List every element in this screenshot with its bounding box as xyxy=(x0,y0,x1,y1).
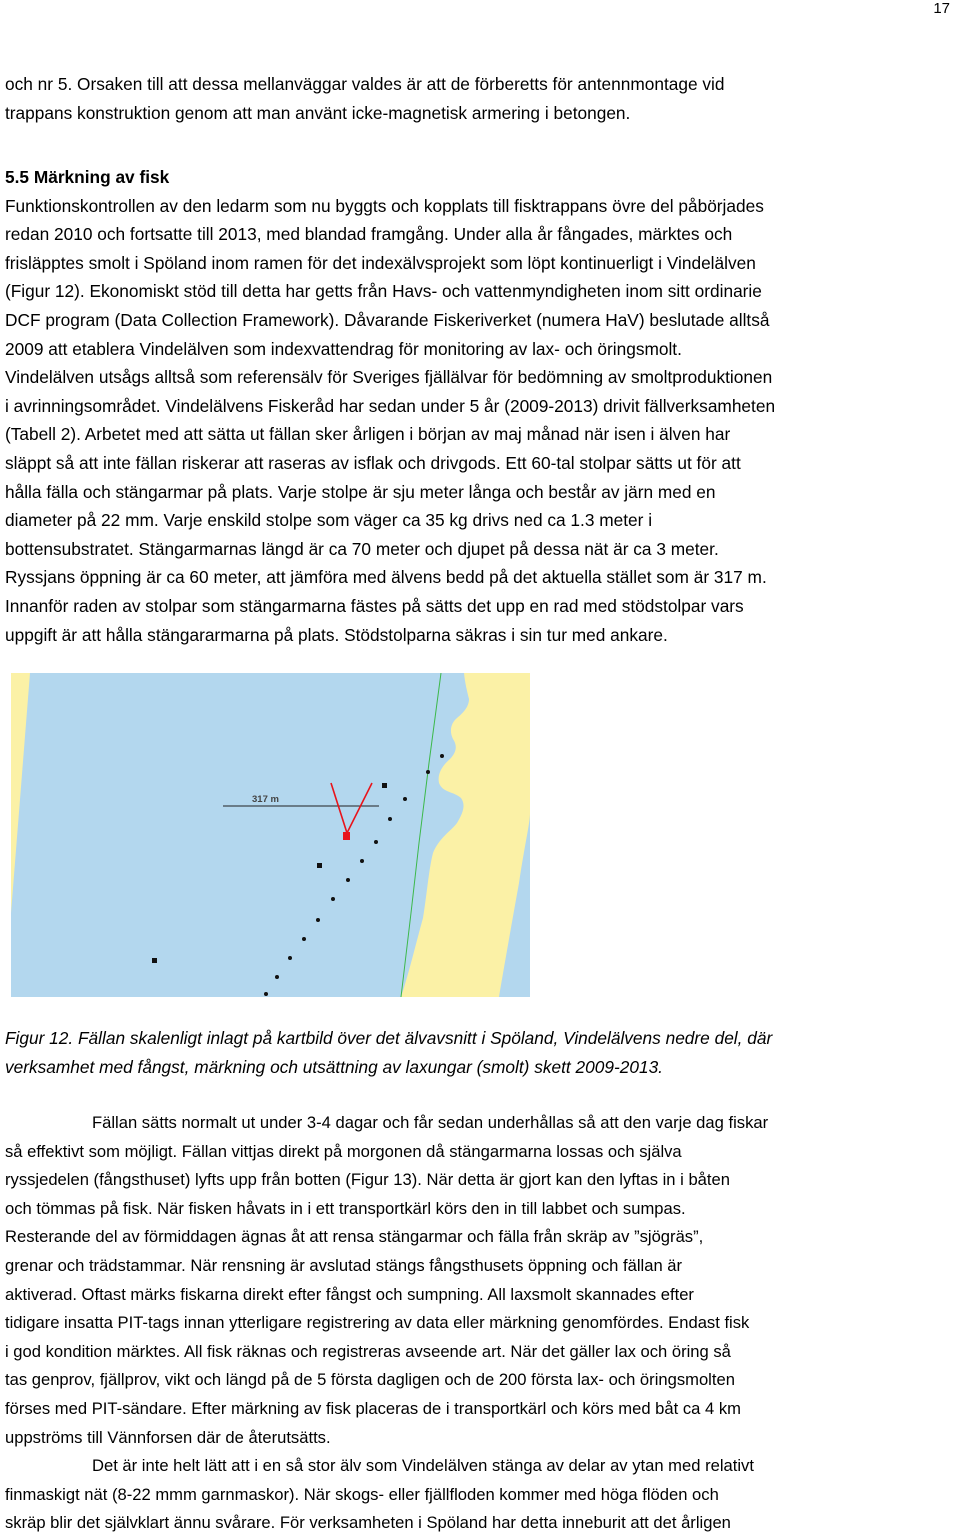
text-line: Vindelälven utsågs alltså som referensälv för Sveriges fjällälvar för bedömning av smoltproduktionen xyxy=(5,367,773,388)
text-line: Resterande del av förmiddagen ägnas åt att rensa stängarmar och fälla från skräp av ”sjögräs”, xyxy=(5,1227,704,1247)
text-line: skräp blir det självklart ännu svårare. För verksamheten i Spöland har detta inneburit att det årligen xyxy=(5,1513,731,1533)
text-line: diameter på 22 mm. Varje enskild stolpe som väger ca 35 kg drivs ned ca 1.3 meter i xyxy=(5,510,653,531)
caption-line: verksamhet med fångst, märkning och utsättning av laxungar (smolt) skett 2009-2013. xyxy=(5,1056,663,1077)
text-line: och nr 5. Orsaken till att dessa mellanväggar valdes är att de förberetts för antennmontage vid xyxy=(5,74,725,94)
post-marker xyxy=(152,958,157,963)
intro-paragraph xyxy=(5,70,960,127)
text-line: Funktionskontrollen av den ledarm som nu byggts och kopplats till fisktrappans övre del påbörjades xyxy=(5,195,764,216)
post-marker xyxy=(440,754,444,758)
text-line: frisläpptes smolt i Spöland inom ramen för det indexälvsprojekt som löpt kontinuerligt i Vindelälven xyxy=(5,252,756,273)
post-marker xyxy=(317,863,322,868)
text-line: hålla fälla och stängarmar på plats. Varje stolpe är sju meter långa och består av järn med en xyxy=(5,481,716,502)
text-line: i avrinningsområdet. Vindelälvens Fiskeråd har sedan under 5 år (2009-2013) drivit fällverksamheten xyxy=(5,395,776,416)
text-line: förses med PIT-sändare. Efter märkning av fisk placeras de i transportkärl och körs med båt ca 4 km xyxy=(5,1398,741,1418)
text-line: 2009 att etablera Vindelälven som indexvattendrag för monitoring av lax- och öringsmolt. xyxy=(5,338,682,359)
post-marker xyxy=(374,840,378,844)
post-marker xyxy=(331,897,335,901)
post-marker xyxy=(346,878,350,882)
post-marker xyxy=(275,975,279,979)
post-marker xyxy=(360,859,364,863)
text-line: uppgift är att hålla stängararmarna på plats. Stödstolparna säkras i sin tur med ankare. xyxy=(5,624,668,645)
text-line: (Figur 12). Ekonomiskt stöd till detta har getts från Havs- och vattenmyndigheten inom sitt ordinarie xyxy=(5,281,762,302)
post-marker xyxy=(388,817,392,821)
section-heading: 5.5 Märkning av fisk xyxy=(5,167,170,187)
post-marker xyxy=(382,783,387,788)
text-line: Fällan sätts normalt ut under 3-4 dagar och får sedan underhållas så att den varje dag fiskar xyxy=(92,1113,769,1132)
text-line: släppt så att inte fällan riskerar att raseras av isflak och drivgods. Ett 60-tal stolpar sätts ut för att xyxy=(5,452,741,473)
text-line: (Tabell 2). Arbetet med att sätta ut fällan sker årligen i början av maj månad när isen i älven har xyxy=(5,424,731,445)
body-paragraph xyxy=(5,1109,960,1538)
text-line: trappans konstruktion genom att man använt icke-magnetisk armering i betongen. xyxy=(5,102,631,123)
post-marker xyxy=(264,992,268,996)
text-line: bottensubstratet. Stängarmarnas längd är ca 70 meter och djupet på dessa nät är ca 3 meter. xyxy=(5,538,719,559)
post-marker xyxy=(403,797,407,801)
text-line: så effektivt som möjligt. Fällan vittjas direkt på morgonen då stängarmarna lossas och själva xyxy=(5,1141,682,1161)
text-line: Innanför raden av stolpar som stängarmarna fästes på sätts det upp en rad med stödstolpar vars xyxy=(5,595,744,616)
post-marker xyxy=(302,937,306,941)
text-line: uppströms till Vännforsen där de återutsätts. xyxy=(5,1427,331,1447)
text-line: tidigare insatta PIT-tags innan ytterligare registrering av data eller märkning genomfördes. Endast fisk xyxy=(5,1313,750,1333)
post-marker xyxy=(288,956,292,960)
scale-label: 317 m xyxy=(252,794,279,805)
text-line: och tömmas på fisk. När fisken håvats in i ett transportkärl körs den in till labbet och sumpas. xyxy=(5,1198,686,1218)
figure-caption xyxy=(5,1024,960,1081)
river-map xyxy=(11,673,530,997)
text-line: grenar och trädstammar. När rensning är avslutad stängs fångsthusets öppning och fällan är xyxy=(5,1255,683,1275)
post-marker xyxy=(426,770,430,774)
text-line: DCF program (Data Collection Framework). Dåvarande Fiskeriverket (numera HaV) beslutade alltså xyxy=(5,309,770,330)
page-number: 17 xyxy=(933,0,950,17)
text-line: Ryssjans öppning är ca 60 meter, att jämföra med älvens bedd på det aktuella stället som är 317 m. xyxy=(5,567,767,588)
section-5-5 xyxy=(5,163,960,649)
text-line: aktiverad. Oftast märks fiskarna direkt efter fångst och sumpning. All laxsmolt skannades efter xyxy=(5,1284,694,1304)
text-line: ryssjedelen (fångsthuset) lyfts upp från botten (Figur 13). När detta är gjort kan den lyftas in i båten xyxy=(5,1170,730,1190)
text-line: finmaskigt nät (8-22 mmm garnmaskor). När skogs- eller fjällfloden kommer med höga flöden och xyxy=(5,1484,719,1504)
trap-box xyxy=(343,832,350,840)
text-line: redan 2010 och fortsatte till 2013, med blandad framgång. Under alla år fångades, märktes och xyxy=(5,224,733,245)
text-line: tas genprov, fjällprov, vikt och längd på de 5 första dagligen och de 200 första lax- och öringsmolten xyxy=(5,1370,735,1390)
caption-line: Figur 12. Fällan skalenligt inlagt på kartbild över det älvavsnitt i Spöland, Vindelälvens nedre del, där xyxy=(5,1028,773,1048)
post-marker xyxy=(316,918,320,922)
text-line: i god kondition märktes. All fisk räknas och registreras avseende art. När det gäller lax och öring så xyxy=(5,1341,731,1361)
text-line: Det är inte helt lätt att i en så stor älv som Vindelälven stänga av delar av ytan med relativt xyxy=(92,1456,754,1476)
